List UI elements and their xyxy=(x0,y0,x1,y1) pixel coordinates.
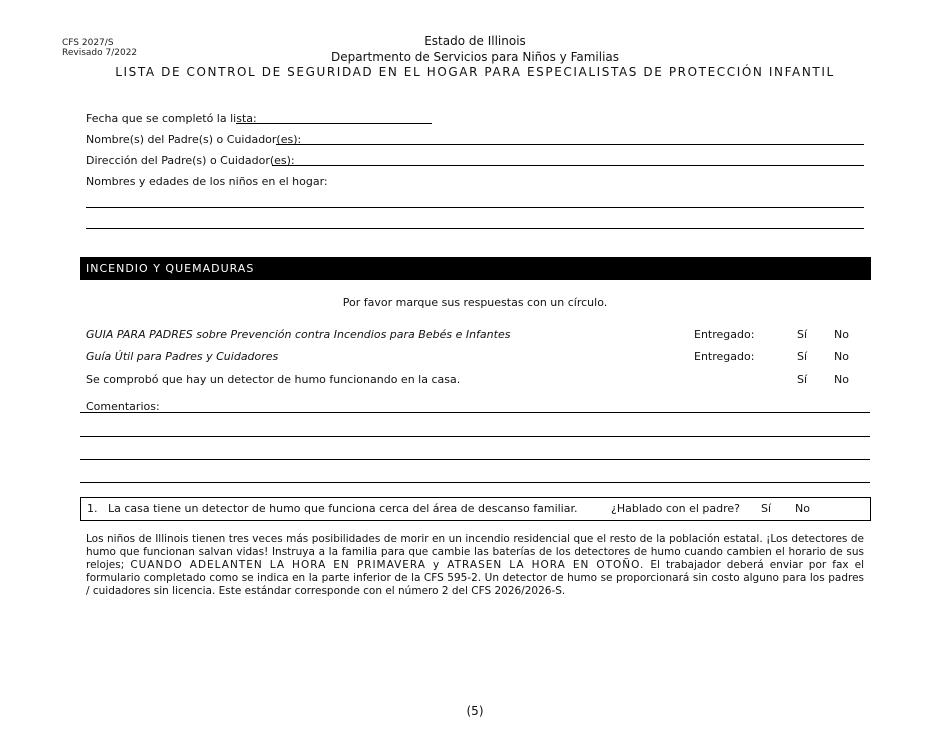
parent-address-label: Dirección del Padre(s) o Cuidador(es): xyxy=(86,154,295,167)
form-id: CFS 2027/S xyxy=(62,38,114,48)
comments-line-1[interactable] xyxy=(80,412,870,413)
children-field-line-2[interactable] xyxy=(86,228,864,229)
page-title: LISTA DE CONTROL DE SEGURIDAD EN EL HOGAR PARA ESPECIALISTAS DE PROTECCIÓN INFANTIL xyxy=(115,65,835,79)
item-3-yes[interactable]: Sí xyxy=(797,373,808,386)
department-name: Departmento de Servicios para Niños y Familias xyxy=(330,50,620,64)
item-3-no[interactable]: No xyxy=(834,373,849,386)
question-text: La casa tiene un detector de humo que funciona cerca del área de descanso familiar. xyxy=(108,502,578,515)
instruction-text: Por favor marque sus respuestas con un círculo. xyxy=(342,296,608,309)
comments-line-4[interactable] xyxy=(80,482,870,483)
item-1-no[interactable]: No xyxy=(834,328,849,341)
question-ask: ¿Hablado con el padre? xyxy=(611,502,740,515)
date-field-line[interactable] xyxy=(236,123,432,124)
question-yes[interactable]: Sí xyxy=(761,502,772,515)
question-box xyxy=(80,497,871,521)
question-number: 1. xyxy=(87,502,98,515)
comments-line-2[interactable] xyxy=(80,436,870,437)
section-header-bar xyxy=(80,257,871,280)
question-no[interactable]: No xyxy=(795,502,810,515)
comments-label: Comentarios: xyxy=(86,400,160,413)
item-smoke-detector-check: Se comprobó que hay un detector de humo funcionando en la casa. xyxy=(86,373,461,386)
item-2-yes[interactable]: Sí xyxy=(797,350,808,363)
section-title: INCENDIO Y QUEMADURAS xyxy=(86,262,255,275)
state-name: Estado de Illinois xyxy=(424,34,526,48)
page-number: (5) xyxy=(466,704,484,718)
paragraph-part-2: El trabajador deberá enviar por fax el formulario completado como se indica en la parte inferior de la CFS 595-2. Un detector de humo se proporcionará sin costo alguno para los padres / cuidadores sin licencia. Este estándar corresponde con el número 2 del CFS 2026/2026-S. xyxy=(86,559,865,597)
parent-address-field-line[interactable] xyxy=(272,165,864,166)
date-label: Fecha que se completó la lista: xyxy=(86,112,257,125)
paragraph-caps: CUANDO ADELANTEN LA HORA EN PRIMAVERA y ATRASEN LA HORA EN OTOÑO. xyxy=(130,559,645,571)
revised-date: Revisado 7/2022 xyxy=(62,48,138,58)
parent-names-label: Nombre(s) del Padre(s) o Cuidador(es): xyxy=(86,133,302,146)
comments-line-3[interactable] xyxy=(80,459,870,460)
item-1-status: Entregado: xyxy=(694,328,755,341)
children-field-line-1[interactable] xyxy=(86,207,864,208)
parent-names-field-line[interactable] xyxy=(276,144,864,145)
paragraph-part-1: Los niños de Illinois tienen tres veces más posibilidades de morir en un incendio residencial que el resto de la población estatal. ¡Los detectores de humo que funcionan salvan vidas! Instruya a la familia para que cambie las baterías de los detectores de humo cuando cambien el horario de sus relojes; xyxy=(86,533,864,571)
info-paragraph xyxy=(86,533,864,598)
item-2-no[interactable]: No xyxy=(834,350,849,363)
item-parent-guide: GUIA PARA PADRES sobre Prevención contra Incendios para Bebés e Infantes xyxy=(86,328,511,341)
item-useful-guide: Guía Útil para Padres y Cuidadores xyxy=(86,350,279,363)
children-label: Nombres y edades de los niños en el hogar: xyxy=(86,175,328,188)
item-1-yes[interactable]: Sí xyxy=(797,328,808,341)
item-2-status: Entregado: xyxy=(694,350,755,363)
